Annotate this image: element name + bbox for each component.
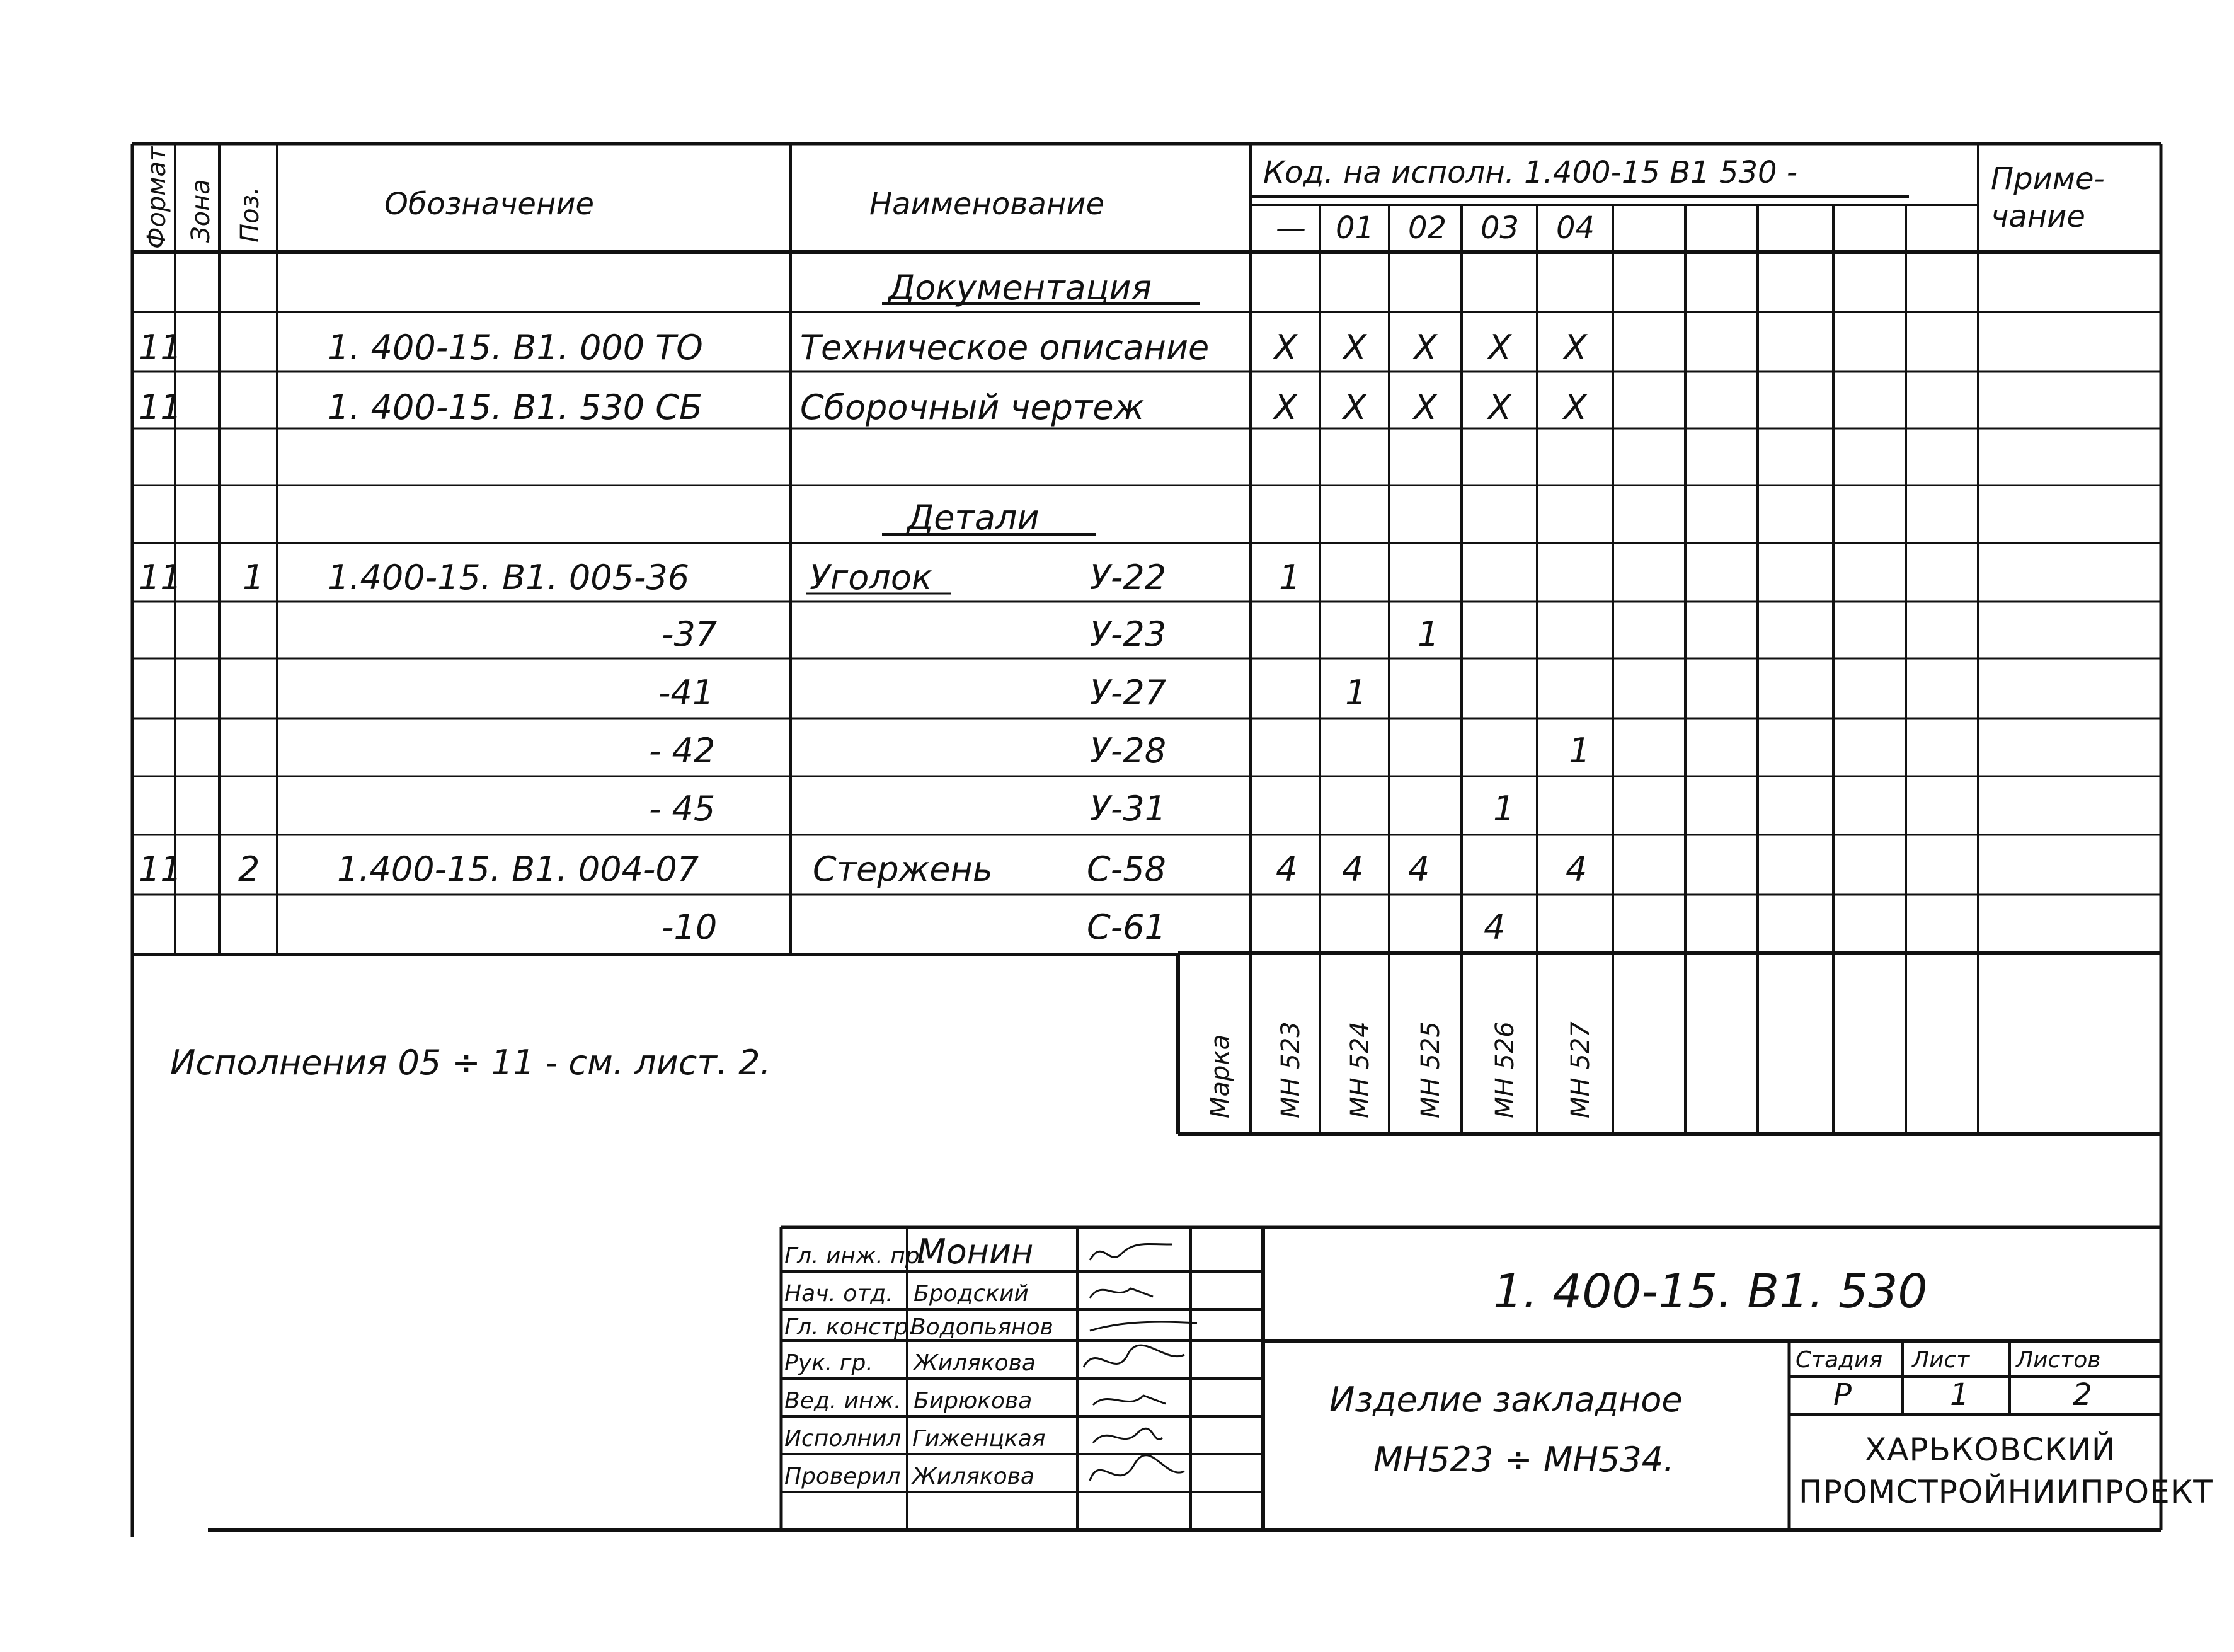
row-grade: У-22 <box>1090 558 1167 597</box>
header-variant: 01 <box>1336 210 1375 246</box>
table-row <box>139 387 1588 427</box>
row-format: 11 <box>139 558 182 597</box>
document-code: 1. 400-15. В1. 530 <box>1493 1265 1928 1319</box>
table-row <box>662 614 1439 654</box>
stamp-role: Гл. констр. <box>784 1314 916 1340</box>
table-row <box>662 907 1505 947</box>
header-variant: 04 <box>1556 210 1595 246</box>
row-qty: X <box>1488 328 1511 367</box>
row-designation: -37 <box>662 614 718 654</box>
stamp-person: Гиженцкая <box>912 1426 1046 1452</box>
row-qty: 1 <box>1493 789 1515 829</box>
header-variant: — <box>1276 210 1306 246</box>
row-name: Стержень <box>813 849 993 889</box>
table-row <box>139 849 1587 889</box>
row-name: Сборочный чертеж <box>800 387 1145 427</box>
row-qty: 4 <box>1342 849 1364 889</box>
product-title-range: МН523 ÷ МН534. <box>1373 1440 1675 1479</box>
header-format: Формат <box>142 146 171 249</box>
row-pos: 1 <box>243 558 265 597</box>
signature <box>1090 1288 1153 1298</box>
row-qty: X <box>1274 328 1297 367</box>
signature <box>1090 1322 1197 1331</box>
signature <box>1084 1345 1184 1367</box>
row-name: Техническое описание <box>800 328 1210 367</box>
sheets-value: 2 <box>2073 1377 2092 1413</box>
row-qty: X <box>1343 387 1366 427</box>
row-qty: 1 <box>1345 673 1367 713</box>
section-title: Документация <box>888 268 1152 307</box>
stamp-role: Исполнил <box>784 1426 902 1452</box>
stamp-role: Нач. отд. <box>784 1281 893 1307</box>
stamp-role: Гл. инж. пр. <box>784 1243 927 1269</box>
header-zone: Зона <box>186 179 215 243</box>
row-qty: X <box>1343 328 1366 367</box>
header-variant: 02 <box>1408 210 1447 246</box>
row-qty: 1 <box>1418 614 1440 654</box>
row-format: 11 <box>139 849 182 889</box>
section-title: Детали <box>907 498 1040 537</box>
header-name: Наименование <box>869 186 1105 222</box>
row-pos: 2 <box>238 849 260 889</box>
row-designation: 1. 400-15. В1. 000 ТО <box>328 328 703 367</box>
stamp-person: Жилякова <box>914 1350 1036 1376</box>
stamp-role: Проверил <box>784 1464 901 1489</box>
row-name: Уголок <box>810 558 932 597</box>
organization-name: ХАРЬКОВСКИЙ <box>1865 1431 2116 1468</box>
row-designation: -41 <box>658 673 714 713</box>
row-grade: У-28 <box>1090 731 1167 771</box>
row-grade: С-61 <box>1087 907 1166 947</box>
stamp-person: Бродский <box>914 1281 1029 1307</box>
header-note-1: Приме- <box>1991 161 2105 197</box>
table-row <box>139 558 1300 597</box>
header-variant: 03 <box>1481 210 1520 246</box>
row-qty: 4 <box>1566 849 1588 889</box>
marka-value: МН 525 <box>1416 1021 1445 1118</box>
stamp-info <box>1329 1265 2213 1510</box>
marka-value: МН 526 <box>1491 1021 1520 1118</box>
row-grade: У-31 <box>1090 789 1167 829</box>
stamp-person: Водопьянов <box>910 1314 1053 1340</box>
marka-value: МН 523 <box>1276 1021 1305 1118</box>
marka-label: Марка <box>1206 1034 1235 1118</box>
sheet-label: Лист <box>1912 1347 1970 1373</box>
table-row <box>139 328 1588 367</box>
row-qty: 4 <box>1276 849 1298 889</box>
row-grade: У-27 <box>1090 673 1167 713</box>
marka-value: МН 527 <box>1566 1021 1595 1118</box>
marka-value: МН 524 <box>1346 1021 1375 1118</box>
signature <box>1090 1244 1172 1260</box>
row-designation: 1.400-15. В1. 004-07 <box>337 849 699 889</box>
sheets-label: Листов <box>2016 1347 2101 1373</box>
header-note-2: чание <box>1991 199 2085 234</box>
sheet-value: 1 <box>1950 1377 1969 1413</box>
row-designation: 1.400-15. В1. 005-36 <box>328 558 690 597</box>
row-qty: 4 <box>1484 907 1506 947</box>
stamp-person: Монин <box>917 1232 1034 1271</box>
row-qty: X <box>1564 328 1587 367</box>
row-designation: - 42 <box>649 731 716 771</box>
table-row <box>882 498 1096 537</box>
signature <box>1093 1396 1166 1405</box>
row-grade: У-23 <box>1090 614 1167 654</box>
row-qty: X <box>1414 328 1437 367</box>
note-text: Исполнения 05 ÷ 11 - см. лист. 2. <box>170 1043 771 1082</box>
row-qty: X <box>1414 387 1437 427</box>
stage-label: Стадия <box>1796 1347 1883 1373</box>
signature-marks <box>1084 1244 1197 1481</box>
stamp-person: Жилякова <box>912 1464 1034 1489</box>
product-title: Изделие закладное <box>1329 1380 1683 1420</box>
row-format: 11 <box>139 387 182 427</box>
organization-name: ПРОМСТРОЙНИИПРОЕКТ <box>1799 1474 2213 1510</box>
row-qty: X <box>1274 387 1297 427</box>
row-qty: 4 <box>1408 849 1430 889</box>
row-designation: 1. 400-15. В1. 530 СБ <box>328 387 703 427</box>
stamp-role: Вед. инж. <box>784 1388 902 1414</box>
row-format: 11 <box>139 328 182 367</box>
row-qty: 1 <box>1569 731 1591 771</box>
row-designation: - 45 <box>649 789 716 829</box>
row-qty: 1 <box>1279 558 1301 597</box>
header-code-exec: Код. на исполн. 1.400-15 В1 530 - <box>1263 155 1798 190</box>
table-row <box>882 268 1200 307</box>
row-grade: С-58 <box>1087 849 1166 889</box>
stage-value: Р <box>1833 1377 1852 1413</box>
table-row <box>649 789 1515 829</box>
header-pos: Поз. <box>236 186 265 243</box>
header-designation: Обозначение <box>384 186 595 222</box>
table-row <box>658 673 1366 713</box>
row-designation: -10 <box>662 907 718 947</box>
row-qty: X <box>1488 387 1511 427</box>
row-qty: X <box>1564 387 1587 427</box>
stamp-person: Бирюкова <box>914 1388 1033 1414</box>
signature <box>1093 1428 1162 1443</box>
stamp-role: Рук. гр. <box>784 1350 873 1376</box>
signature <box>1090 1455 1184 1481</box>
